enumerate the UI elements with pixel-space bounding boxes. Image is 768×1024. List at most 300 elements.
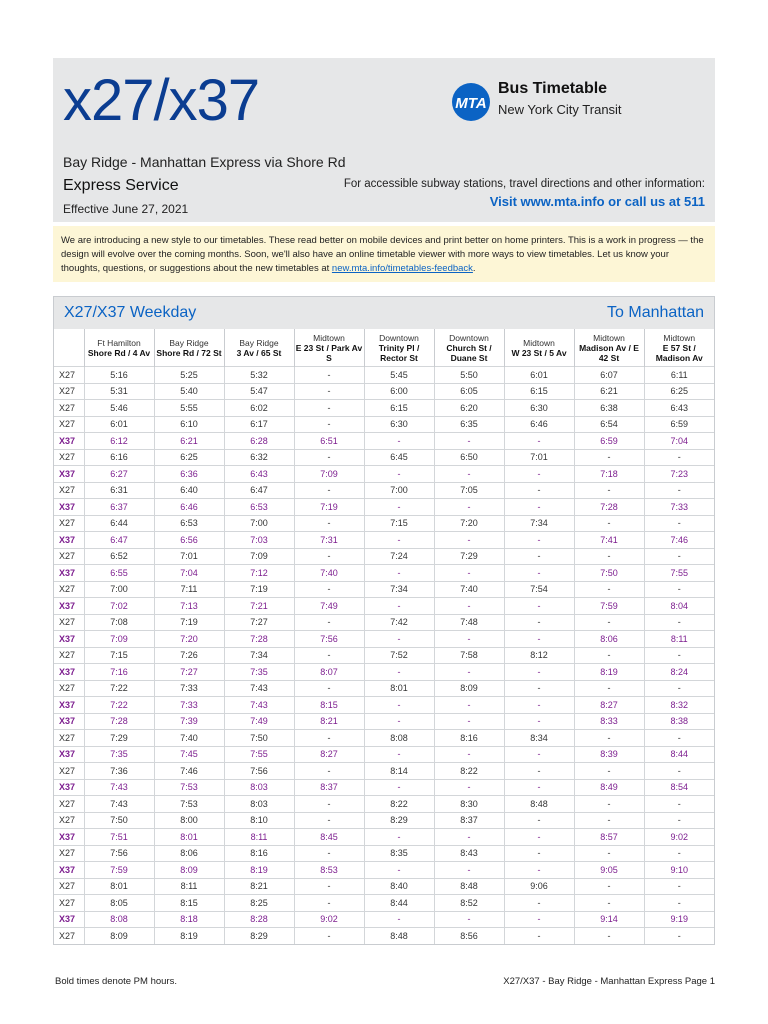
- time-cell: 7:01: [154, 548, 224, 565]
- table-row: [54, 499, 714, 516]
- time-cell: -: [364, 746, 434, 763]
- access-info: For accessible subway stations, travel directions and other information:: [343, 178, 705, 190]
- time-cell: -: [364, 713, 434, 730]
- time-cell: -: [574, 812, 644, 829]
- time-cell: -: [294, 515, 364, 532]
- table-row: [54, 730, 714, 747]
- stop-column-header: [154, 329, 224, 367]
- time-cell: 6:45: [364, 449, 434, 466]
- table-row: [54, 664, 714, 681]
- table-row: [54, 763, 714, 780]
- time-cell: 7:28: [84, 713, 154, 730]
- time-cell: 8:01: [154, 829, 224, 846]
- time-cell: -: [294, 730, 364, 747]
- time-cell: -: [504, 532, 574, 549]
- time-cell: 6:30: [364, 416, 434, 433]
- time-cell: -: [434, 862, 504, 879]
- stop-area: Bay Ridge: [239, 337, 279, 348]
- timetable: [53, 296, 715, 945]
- table-row: [54, 466, 714, 483]
- time-cell: 7:21: [224, 598, 294, 615]
- time-cell: 6:59: [574, 433, 644, 450]
- time-cell: 7:48: [434, 614, 504, 631]
- time-cell: -: [644, 845, 714, 862]
- route-cell: X37: [54, 598, 84, 615]
- schedule-body: [54, 367, 714, 944]
- visit-link[interactable]: Visit www.mta.info or call us at 511: [489, 194, 705, 209]
- time-cell: 8:54: [644, 779, 714, 796]
- time-cell: -: [434, 911, 504, 928]
- route-cell: X27: [54, 400, 84, 417]
- effective-date: Effective June 27, 2021: [63, 202, 189, 216]
- column-header-row: [54, 329, 714, 367]
- time-cell: 7:40: [294, 565, 364, 582]
- route-cell: X27: [54, 581, 84, 598]
- time-cell: 8:25: [224, 895, 294, 912]
- time-cell: -: [644, 482, 714, 499]
- time-cell: -: [574, 895, 644, 912]
- time-cell: 7:52: [364, 647, 434, 664]
- time-cell: -: [364, 433, 434, 450]
- time-cell: 5:46: [84, 400, 154, 417]
- stop-name: Madison Av / E 42 St: [579, 342, 639, 363]
- time-cell: 6:21: [574, 383, 644, 400]
- table-row: [54, 746, 714, 763]
- time-cell: 6:15: [504, 383, 574, 400]
- time-cell: 7:03: [224, 532, 294, 549]
- time-cell: 9:14: [574, 911, 644, 928]
- time-cell: 7:35: [84, 746, 154, 763]
- time-cell: 8:16: [224, 845, 294, 862]
- time-cell: 8:07: [294, 664, 364, 681]
- time-cell: 6:46: [154, 499, 224, 516]
- time-cell: 7:29: [434, 548, 504, 565]
- time-cell: 6:59: [644, 416, 714, 433]
- time-cell: -: [294, 400, 364, 417]
- time-cell: -: [294, 367, 364, 384]
- time-cell: 7:33: [154, 697, 224, 714]
- time-cell: -: [644, 449, 714, 466]
- time-cell: 8:22: [364, 796, 434, 813]
- time-cell: -: [644, 878, 714, 895]
- time-cell: 8:01: [364, 680, 434, 697]
- time-cell: 8:52: [434, 895, 504, 912]
- time-cell: 8:19: [154, 928, 224, 944]
- time-cell: -: [294, 845, 364, 862]
- time-cell: -: [294, 878, 364, 895]
- time-cell: -: [574, 928, 644, 944]
- stop-area: Ft Hamilton: [97, 337, 141, 348]
- route-cell: X27: [54, 796, 84, 813]
- time-cell: -: [504, 911, 574, 928]
- time-cell: 8:39: [574, 746, 644, 763]
- time-cell: -: [434, 697, 504, 714]
- stop-name: Shore Rd / 72 St: [156, 347, 222, 358]
- time-cell: 8:38: [644, 713, 714, 730]
- footer-note: Bold times denote PM hours.: [55, 976, 177, 987]
- agency-label: New York City Transit: [498, 102, 622, 117]
- time-cell: 8:48: [434, 878, 504, 895]
- route-cell: X27: [54, 367, 84, 384]
- route-cell: X27: [54, 449, 84, 466]
- time-cell: 7:24: [364, 548, 434, 565]
- time-cell: 6:17: [224, 416, 294, 433]
- time-cell: 7:41: [574, 532, 644, 549]
- route-cell: X27: [54, 614, 84, 631]
- route-cell: X27: [54, 928, 84, 944]
- route-title: x27/x37: [63, 68, 260, 133]
- time-cell: 8:29: [364, 812, 434, 829]
- table-row: [54, 449, 714, 466]
- time-cell: -: [504, 466, 574, 483]
- time-cell: 7:15: [84, 647, 154, 664]
- time-cell: 7:58: [434, 647, 504, 664]
- time-cell: 6:20: [434, 400, 504, 417]
- time-cell: 6:25: [154, 449, 224, 466]
- time-cell: -: [434, 598, 504, 615]
- time-cell: -: [644, 647, 714, 664]
- timetable-title: X27/X37 Weekday: [64, 304, 197, 321]
- time-cell: 7:51: [84, 829, 154, 846]
- time-cell: 6:16: [84, 449, 154, 466]
- time-cell: -: [574, 482, 644, 499]
- time-cell: 8:57: [574, 829, 644, 846]
- time-cell: 7:34: [224, 647, 294, 664]
- time-cell: 8:49: [574, 779, 644, 796]
- time-cell: 7:00: [364, 482, 434, 499]
- time-cell: 7:46: [154, 763, 224, 780]
- time-cell: 6:00: [364, 383, 434, 400]
- time-cell: -: [434, 664, 504, 681]
- time-cell: -: [294, 647, 364, 664]
- table-row: [54, 697, 714, 714]
- table-row: [54, 845, 714, 862]
- time-cell: 8:15: [294, 697, 364, 714]
- time-cell: 6:46: [504, 416, 574, 433]
- time-cell: -: [644, 515, 714, 532]
- time-cell: 8:48: [364, 928, 434, 944]
- time-cell: -: [574, 763, 644, 780]
- time-cell: 8:10: [224, 812, 294, 829]
- time-cell: -: [434, 532, 504, 549]
- time-cell: -: [504, 697, 574, 714]
- time-cell: 8:37: [434, 812, 504, 829]
- table-row: [54, 416, 714, 433]
- time-cell: 7:49: [294, 598, 364, 615]
- time-cell: -: [294, 763, 364, 780]
- time-cell: 7:40: [434, 581, 504, 598]
- stop-name: Shore Rd / 4 Av: [87, 347, 151, 358]
- time-cell: -: [434, 829, 504, 846]
- time-cell: 7:55: [644, 565, 714, 582]
- time-cell: 7:02: [84, 598, 154, 615]
- time-cell: 7:26: [154, 647, 224, 664]
- table-row: [54, 911, 714, 928]
- header-panel: [53, 58, 715, 222]
- time-cell: -: [364, 598, 434, 615]
- time-cell: 7:43: [84, 779, 154, 796]
- notice-end: .: [472, 263, 476, 274]
- time-cell: 6:40: [154, 482, 224, 499]
- table-row: [54, 614, 714, 631]
- notice-box: [53, 226, 715, 282]
- table-row: [54, 532, 714, 549]
- stop-area: Midtown: [593, 332, 625, 343]
- route-column-header: [54, 329, 84, 367]
- mta-logo-icon: [451, 82, 491, 122]
- time-cell: 8:22: [434, 763, 504, 780]
- time-cell: 8:14: [364, 763, 434, 780]
- time-cell: 7:01: [504, 449, 574, 466]
- time-cell: -: [574, 581, 644, 598]
- time-cell: 6:21: [154, 433, 224, 450]
- stop-name: Church St / Duane St: [446, 342, 492, 363]
- time-cell: 8:35: [364, 845, 434, 862]
- time-cell: 8:44: [644, 746, 714, 763]
- time-cell: 7:11: [154, 581, 224, 598]
- time-cell: 8:53: [294, 862, 364, 879]
- table-row: [54, 565, 714, 582]
- time-cell: -: [294, 482, 364, 499]
- time-cell: -: [434, 466, 504, 483]
- time-cell: 7:16: [84, 664, 154, 681]
- time-cell: 7:54: [504, 581, 574, 598]
- time-cell: 6:37: [84, 499, 154, 516]
- time-cell: 6:47: [84, 532, 154, 549]
- time-cell: 5:47: [224, 383, 294, 400]
- time-cell: 6:25: [644, 383, 714, 400]
- time-cell: -: [504, 862, 574, 879]
- stop-name: E 23 St / Park Av S: [295, 342, 363, 363]
- time-cell: -: [364, 565, 434, 582]
- time-cell: -: [294, 614, 364, 631]
- time-cell: -: [364, 779, 434, 796]
- time-cell: 6:32: [224, 449, 294, 466]
- time-cell: -: [504, 482, 574, 499]
- time-cell: 8:15: [154, 895, 224, 912]
- time-cell: 8:40: [364, 878, 434, 895]
- time-cell: -: [504, 812, 574, 829]
- time-cell: -: [294, 928, 364, 944]
- stop-column-header: [364, 329, 434, 367]
- stop-column-header: [574, 329, 644, 367]
- table-row: [54, 482, 714, 499]
- stop-area: Downtown: [379, 332, 419, 343]
- time-cell: -: [574, 515, 644, 532]
- time-cell: 7:00: [84, 581, 154, 598]
- time-cell: 7:08: [84, 614, 154, 631]
- time-cell: 7:35: [224, 664, 294, 681]
- route-cell: X27: [54, 647, 84, 664]
- time-cell: -: [504, 895, 574, 912]
- time-cell: 7:22: [84, 697, 154, 714]
- table-row: [54, 812, 714, 829]
- schedule-table: [54, 329, 714, 944]
- time-cell: -: [504, 779, 574, 796]
- time-cell: -: [644, 812, 714, 829]
- time-cell: -: [434, 565, 504, 582]
- time-cell: 7:56: [294, 631, 364, 648]
- time-cell: -: [644, 680, 714, 697]
- table-row: [54, 779, 714, 796]
- timetable-header: [54, 297, 714, 329]
- table-row: [54, 796, 714, 813]
- time-cell: 6:28: [224, 433, 294, 450]
- time-cell: 7:19: [294, 499, 364, 516]
- time-cell: 7:53: [154, 779, 224, 796]
- time-cell: -: [294, 581, 364, 598]
- time-cell: 8:08: [84, 911, 154, 928]
- time-cell: -: [644, 614, 714, 631]
- time-cell: 6:10: [154, 416, 224, 433]
- table-row: [54, 713, 714, 730]
- time-cell: 7:00: [224, 515, 294, 532]
- time-cell: 9:19: [644, 911, 714, 928]
- time-cell: -: [574, 647, 644, 664]
- time-cell: 6:30: [504, 400, 574, 417]
- time-cell: 5:16: [84, 367, 154, 384]
- stop-column-header: [644, 329, 714, 367]
- time-cell: 8:27: [574, 697, 644, 714]
- time-cell: 7:40: [154, 730, 224, 747]
- time-cell: -: [504, 763, 574, 780]
- stop-column-header: [294, 329, 364, 367]
- time-cell: 7:09: [224, 548, 294, 565]
- time-cell: 6:54: [574, 416, 644, 433]
- time-cell: 8:11: [224, 829, 294, 846]
- time-cell: 7:09: [294, 466, 364, 483]
- route-cell: X27: [54, 895, 84, 912]
- time-cell: 6:53: [154, 515, 224, 532]
- time-cell: 7:33: [154, 680, 224, 697]
- time-cell: 6:12: [84, 433, 154, 450]
- service-type: Express Service: [63, 177, 179, 194]
- feedback-link[interactable]: new.mta.info/timetables-feedback: [331, 263, 473, 274]
- time-cell: 7:04: [644, 433, 714, 450]
- time-cell: -: [434, 499, 504, 516]
- time-cell: 7:29: [84, 730, 154, 747]
- table-row: [54, 598, 714, 615]
- route-cell: X37: [54, 697, 84, 714]
- time-cell: 8:24: [644, 664, 714, 681]
- route-cell: X27: [54, 763, 84, 780]
- time-cell: -: [364, 697, 434, 714]
- time-cell: -: [644, 763, 714, 780]
- route-cell: X27: [54, 416, 84, 433]
- table-row: [54, 829, 714, 846]
- route-cell: X37: [54, 713, 84, 730]
- time-cell: 8:21: [224, 878, 294, 895]
- time-cell: 6:02: [224, 400, 294, 417]
- time-cell: -: [504, 845, 574, 862]
- time-cell: 8:33: [574, 713, 644, 730]
- stop-column-header: [504, 329, 574, 367]
- table-row: [54, 400, 714, 417]
- time-cell: -: [504, 680, 574, 697]
- table-row: [54, 383, 714, 400]
- stop-name: Trinity Pl / Rector St: [378, 342, 420, 363]
- time-cell: 7:39: [154, 713, 224, 730]
- table-row: [54, 928, 714, 944]
- time-cell: 8:06: [154, 845, 224, 862]
- time-cell: -: [644, 581, 714, 598]
- time-cell: 8:08: [364, 730, 434, 747]
- time-cell: -: [504, 548, 574, 565]
- bus-timetable-label: Bus Timetable: [498, 80, 608, 97]
- time-cell: 9:10: [644, 862, 714, 879]
- time-cell: 6:47: [224, 482, 294, 499]
- time-cell: 7:45: [154, 746, 224, 763]
- time-cell: 6:05: [434, 383, 504, 400]
- route-cell: X37: [54, 631, 84, 648]
- direction-label: To Manhattan: [607, 304, 704, 321]
- time-cell: 5:32: [224, 367, 294, 384]
- time-cell: 6:11: [644, 367, 714, 384]
- time-cell: -: [434, 631, 504, 648]
- route-cell: X37: [54, 664, 84, 681]
- stop-area: Midtown: [663, 332, 696, 343]
- time-cell: -: [294, 548, 364, 565]
- time-cell: 6:51: [294, 433, 364, 450]
- time-cell: 8:06: [574, 631, 644, 648]
- time-cell: 7:12: [224, 565, 294, 582]
- time-cell: -: [364, 829, 434, 846]
- time-cell: 6:35: [434, 416, 504, 433]
- mta-logo-text: MTA: [455, 95, 487, 112]
- stop-column-header: [434, 329, 504, 367]
- time-cell: 6:53: [224, 499, 294, 516]
- time-cell: -: [574, 845, 644, 862]
- time-cell: 6:43: [224, 466, 294, 483]
- time-cell: 8:16: [434, 730, 504, 747]
- time-cell: 6:31: [84, 482, 154, 499]
- time-cell: 7:15: [364, 515, 434, 532]
- route-cell: X37: [54, 911, 84, 928]
- time-cell: -: [504, 664, 574, 681]
- time-cell: 7:46: [644, 532, 714, 549]
- time-cell: 7:56: [224, 763, 294, 780]
- time-cell: 7:42: [364, 614, 434, 631]
- table-row: [54, 647, 714, 664]
- time-cell: 8:12: [504, 647, 574, 664]
- stop-column-header: [84, 329, 154, 367]
- time-cell: -: [504, 713, 574, 730]
- table-row: [54, 878, 714, 895]
- time-cell: -: [364, 631, 434, 648]
- time-cell: 7:36: [84, 763, 154, 780]
- time-cell: -: [504, 433, 574, 450]
- route-subtitle: Bay Ridge - Manhattan Express via Shore Rd: [63, 154, 346, 170]
- time-cell: -: [644, 548, 714, 565]
- stop-area: Midtown: [313, 332, 345, 343]
- time-cell: 5:40: [154, 383, 224, 400]
- time-cell: -: [574, 878, 644, 895]
- time-cell: 7:50: [574, 565, 644, 582]
- time-cell: 7:31: [294, 532, 364, 549]
- time-cell: 7:56: [84, 845, 154, 862]
- time-cell: 6:38: [574, 400, 644, 417]
- route-cell: X37: [54, 433, 84, 450]
- time-cell: -: [294, 680, 364, 697]
- time-cell: 5:55: [154, 400, 224, 417]
- time-cell: -: [644, 928, 714, 944]
- time-cell: 7:43: [224, 697, 294, 714]
- time-cell: 6:27: [84, 466, 154, 483]
- time-cell: 8:27: [294, 746, 364, 763]
- stop-name: E 57 St / Madison Av: [655, 342, 703, 363]
- time-cell: 8:09: [434, 680, 504, 697]
- time-cell: 6:36: [154, 466, 224, 483]
